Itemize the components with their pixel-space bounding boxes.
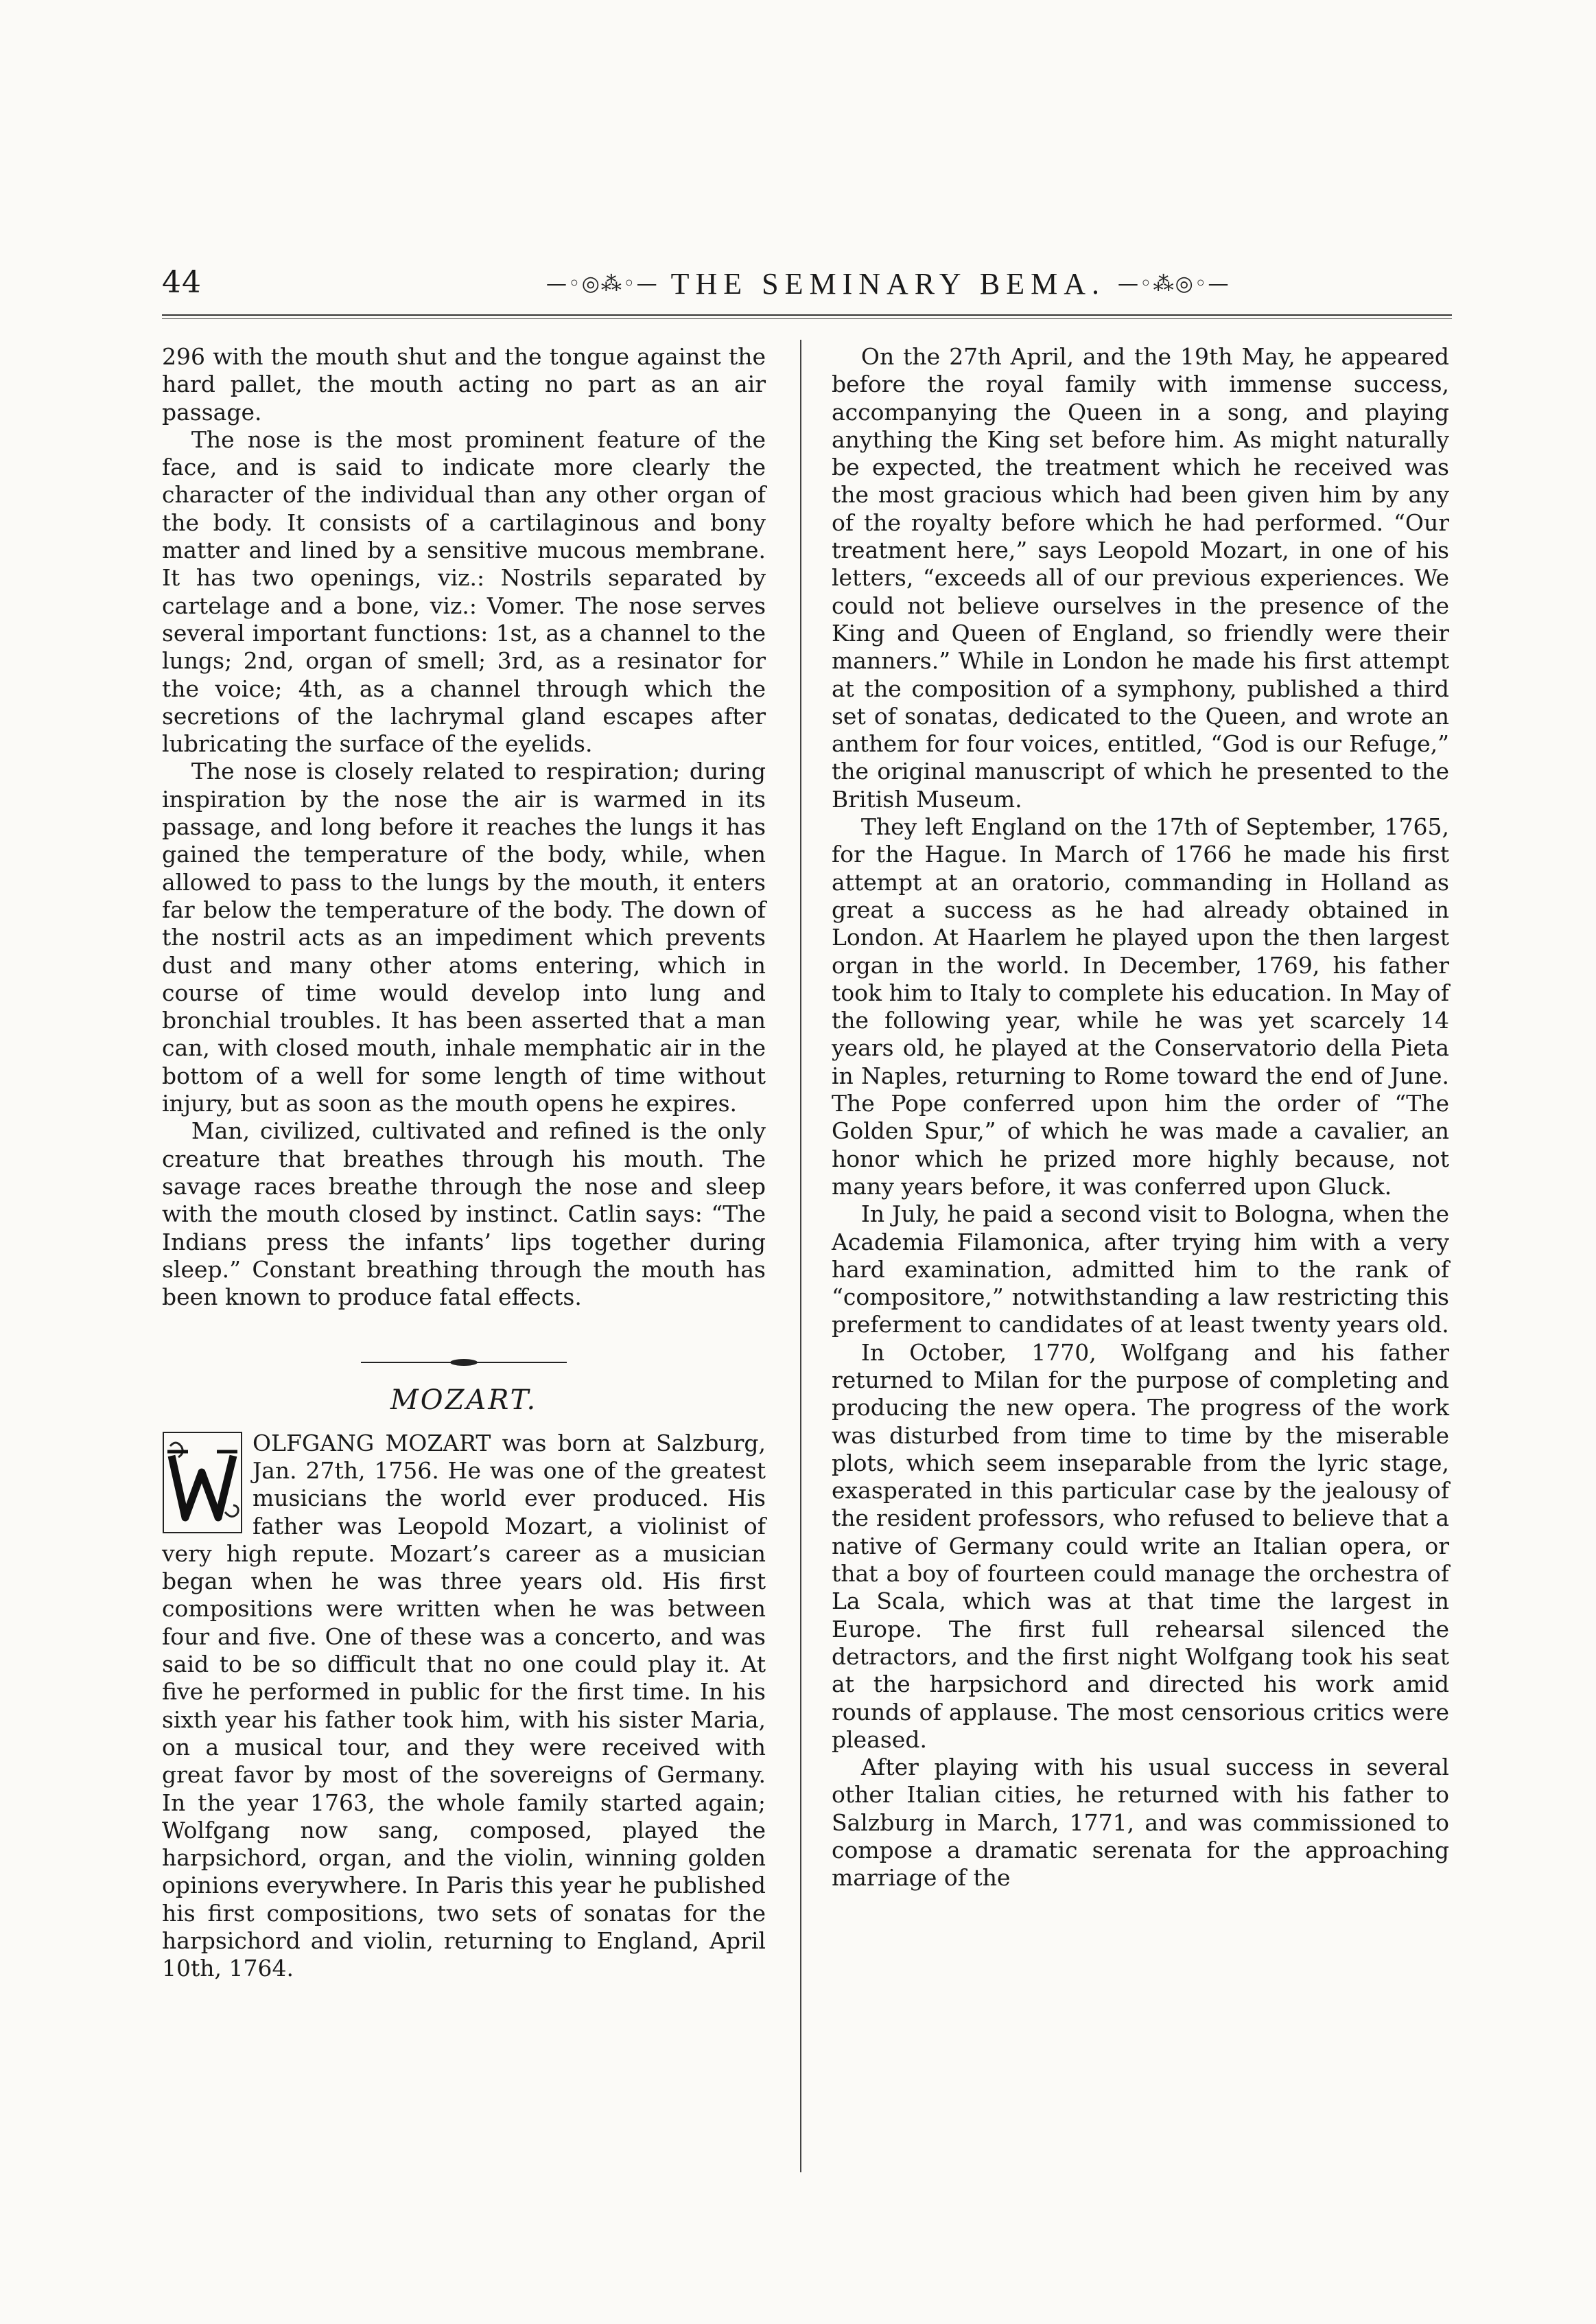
drop-cap-w-icon (162, 1431, 243, 1534)
paragraph: The nose is closely related to respiration; during inspiration by the nose the air is warmed in its passage, and long before it reaches the lungs it has gained the temperature of the body, while, when allowed to pass to the lungs by the mouth, it enters far below the temperature of the body. The down of the nostril acts as an impediment which prevents dust and many other atoms entering, which in course of time would develop into lung and bronchial troubles. It has been asserted that a man can, with closed mouth, inhale memphatic air in the bottom of a well for some length of time without injury, but as soon as the mouth opens he expires. (162, 758, 766, 1117)
article-text: OLFGANG MOZART was born at Salzburg, Jan. 27th, 1756. He was one of the greatest musicians the world ever produced. His father was Leopold Mozart, a violinist of very high repute. Mozart’s career as a musician began when he was three years old. His first compositions were written when he was between four and five. One of these was a concerto, and was said to be so difficult that no one could play it. At five he performed in public for the first time. In his sixth year his father took him, with his sister Maria, on a musical tour, and they were received with great favor by most of the sovereigns of Germany. In the year 1763, the whole family started again; Wolfgang now sang, composed, played the harpsichord, organ, and the violin, winning golden opinions everywhere. In Paris this year he published his first compositions, two sets of sonatas for the harpsichord and violin, returning to England, April 10th, 1764. (162, 1429, 766, 1982)
left-column (162, 343, 766, 1983)
ornament-left: —◦◎⁂◦— (546, 271, 659, 296)
paragraph: In July, he paid a second visit to Bologna, when the Academia Filamonica, after trying him with a very hard examination, admitted him to the rank of “compositore,” notwithstanding a law restricting this preferment to candidates of at least twenty years old. (832, 1200, 1449, 1338)
right-column (832, 343, 1449, 1892)
paragraph: The nose is the most prominent feature of the face, and is said to indicate more clearly the character of the individual than any other organ of the body. It consists of a cartilaginous and bony matter and lined by a sensitive mucous membrane. It has two openings, viz.: Nostrils separated by cartelage and a bone, viz.: Vomer. The nose serves several important functions: 1st, as a channel to the lungs; 2nd, organ of smell; 3rd, as a resinator for the voice; 4th, as a channel through which the secretions of the lachrymal gland escapes after lubricating the surface of the eyelids. (162, 426, 766, 758)
ornament-right: —◦⁂◎◦— (1117, 271, 1230, 296)
page-number: 44 (162, 265, 202, 300)
paragraph: Man, civilized, cultivated and refined is the only creature that breathes through his mouth. The savage races breathe through the nose and sleep with the mouth closed by instinct. Catlin says: “The Indians press the infants’ lips together during sleep.” Constant breathing through the mouth has been known to produce fatal effects. (162, 1117, 766, 1311)
paragraph: After playing with his usual success in several other Italian cities, he returned with his father to Salzburg in March, 1771, and was commissioned to compose a dramatic serenata for the approaching marriage of the (832, 1754, 1449, 1892)
section-separator (361, 1359, 567, 1366)
column-divider (800, 340, 801, 2172)
article-heading: MOZART. (390, 1384, 538, 1417)
paragraph: 296 with the mouth shut and the tongue against the hard pallet, the mouth acting no part as an air passage. (162, 343, 766, 426)
running-title (546, 259, 1452, 307)
paragraph: They left England on the 17th of September, 1765, for the Hague. In March of 1766 he made his first attempt at an oratorio, commanding in Holland as great a success as he had already obtained in London. At Haarlem he played upon the then largest organ in the world. In December, 1769, his father took him to Italy to complete his education. In May of the following year, while he was yet scarcely 14 years old, he played at the Conservatorio della Pieta in Naples, returning to Rome toward the end of June. The Pope conferred upon him the order of “The Golden Spur,” of which he was made a cavalier, an honor which he prized more highly because, not many years before, it was conferred upon Gluck. (832, 813, 1449, 1200)
article-paragraph (162, 1430, 766, 1983)
header-rule (162, 314, 1452, 319)
paragraph: In October, 1770, Wolfgang and his father returned to Milan for the purpose of completing and producing the new opera. The progress of the work was disturbed from time to time by the miserable plots, which seem inseparable from the lyric stage, exasperated in this particular case by the jealousy of the resident professors, who refused to believe that a native of Germany could write an Italian opera, or that a boy of fourteen could manage the orchestra of La Scala, which was at that time the largest in Europe. The first full rehearsal silenced the detractors, and the first night Wolfgang took his seat at the harpsichord and directed his work amid rounds of applause. The most censorious critics were pleased. (832, 1338, 1449, 1753)
page-header (162, 259, 1452, 314)
publication-title: THE SEMINARY BEMA. (670, 266, 1105, 301)
paragraph: On the 27th April, and the 19th May, he appeared before the royal family with immense success, accompanying the Queen in a song, and playing anything the King set before him. As might naturally be expected, the treatment which he received was the most gracious which had been given him by any of the royalty before which he had performed. “Our treatment here,” says Leopold Mozart, in one of his letters, “exceeds all of our previous experiences. We could not believe ourselves in the presence of the King and Queen of England, so friendly were their manners.” While in London he made his first attempt at the composition of a symphony, published a third set of sonatas, dedicated to the Queen, and wrote an anthem for four voices, entitled, “God is our Refuge,” the original manuscript of which he presented to the British Museum. (832, 343, 1449, 813)
